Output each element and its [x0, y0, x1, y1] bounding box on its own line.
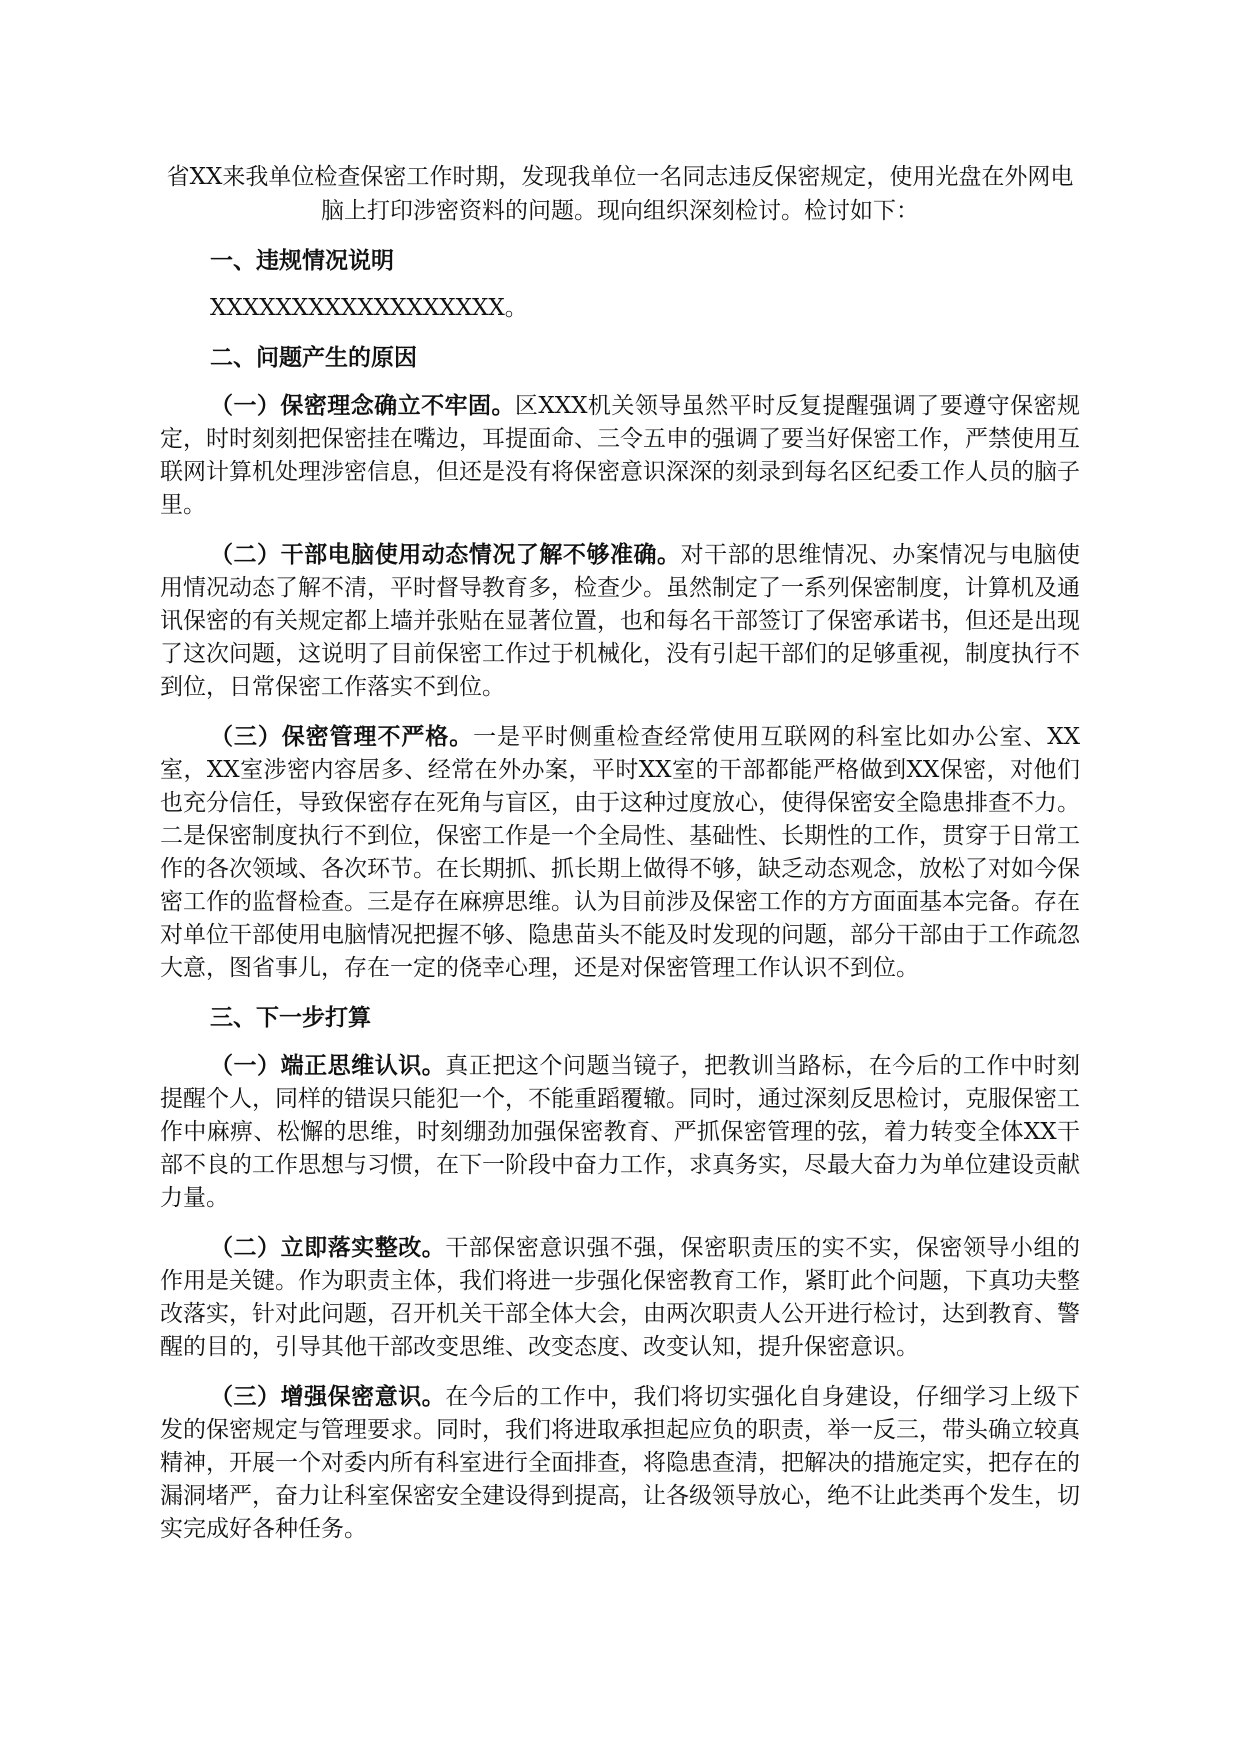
section2-paragraph-3: [160, 720, 1080, 985]
section3-p1-body: 真正把这个问题当镜子，把教训当路标，在今后的工作中时刻提醒个人，同样的错误只能犯一个，不能重蹈覆辙。同时，通过深刻反思检讨，克服保密工作中麻痹、松懈的思维，时刻绷劲加强保密教育、严抓保密管理的弦，着力转变全体XX干部不良的工作思想与习惯，在下一阶段中奋力工作，求真务实，尽最大奋力为单位建设贡献力量。: [160, 1053, 1081, 1211]
intro-paragraph: 省XX来我单位检查保密工作时期，发现我单位一名同志违反保密规定，使用光盘在外网电脑上打印涉密资料的问题。现向组织深刻检讨。检讨如下：: [166, 164, 1074, 224]
section3-heading: 三、下一步打算: [210, 1004, 371, 1031]
section2-p3-body: 一是平时侧重检查经常使用互联网的科室比如办公室、XX室，XX室涉密内容居多、经常在外办案，平时XX室的干部都能严格做到XX保密，对他们也充分信任，导致保密存在死角与盲区，由于这种过度放心，使得保密安全隐患排查不力。二是保密制度执行不到位，保密工作是一个全局性、基础性、长期性的工作，贯穿于日常工作的各次领域、各次环节。在长期抓、抓长期上做得不够，缺乏动态观念，放松了对如今保密工作的监督检查。三是存在麻痹思维。认为目前涉及保密工作的方方面面基本完备。存在对单位干部使用电脑情况把握不够、隐患苗头不能及时发现的问题，部分干部由于工作疏忽大意，图省事儿，存在一定的侥幸心理，还是对保密管理工作认识不到位。: [160, 724, 1081, 981]
section3-p1-lead: （一）端正思维认识。: [210, 1052, 446, 1079]
section3-paragraph-1: [160, 1049, 1080, 1215]
section2-heading: 二、问题产生的原因: [210, 344, 417, 371]
section2-p2-lead: （二）干部电脑使用动态情况了解不够准确。: [210, 541, 681, 568]
section3-p3-body: 在今后的工作中，我们将切实强化自身建设，仔细学习上级下发的保密规定与管理要求。同时，我们将进取承担起应负的职责，举一反三，带头确立较真精神，开展一个对委内所有科室进行全面排查，将隐患查清，把解决的措施定实，把存在的漏洞堵严，奋力让科室保密安全建设得到提高，让各级领导放心，绝不让此类再个发生，切实完成好各种任务。: [160, 1384, 1081, 1542]
section2-p1-lead: （一）保密理念确立不牢固。: [210, 392, 515, 419]
section3-p2-body: 干部保密意识强不强，保密职责压的实不实，保密领导小组的作用是关键。作为职责主体，我们将进一步强化保密教育工作，紧盯此个问题，下真功夫整改落实，针对此问题，召开机关干部全体大会，由两次职责人公开进行检讨，达到教育、警醒的目的，引导其他干部改变思维、改变态度、改变认知，提升保密意识。: [160, 1235, 1081, 1360]
section3-paragraph-3: [160, 1380, 1080, 1546]
section2-p1-body: 区XXX机关领导虽然平时反复提醒强调了要遵守保密规定，时时刻刻把保密挂在嘴边，耳提面命、三令五申的强调了要当好保密工作，严禁使用互联网计算机处理涉密信息，但还是没有将保密意识深深的刻录到每名区纪委工作人员的脑子里。: [160, 393, 1081, 518]
section2-paragraph-1: [160, 389, 1080, 522]
section1-heading: 一、违规情况说明: [210, 247, 394, 274]
section2-paragraph-2: [160, 538, 1080, 704]
section3-paragraph-2: [160, 1231, 1080, 1364]
section1-text: XXXXXXXXXXXXXXXXXX。: [210, 295, 528, 321]
section2-p2-body: 对干部的思维情况、办案情况与电脑使用情况动态了解不清，平时督导教育多，检查少。虽然制定了一系列保密制度，计算机及通讯保密的有关规定都上墙并张贴在显著位置，也和每名干部签订了保密承诺书，但还是出现了这次问题，这说明了目前保密工作过于机械化，没有引起干部们的足够重视，制度执行不到位，日常保密工作落实不到位。: [160, 542, 1081, 700]
section3-p3-lead: （三）增强保密意识。: [210, 1383, 446, 1410]
section2-p3-lead: （三）保密管理不严格。: [210, 723, 474, 750]
document-body: [160, 160, 1080, 1562]
section3-p2-lead: （二）立即落实整改。: [210, 1234, 446, 1261]
